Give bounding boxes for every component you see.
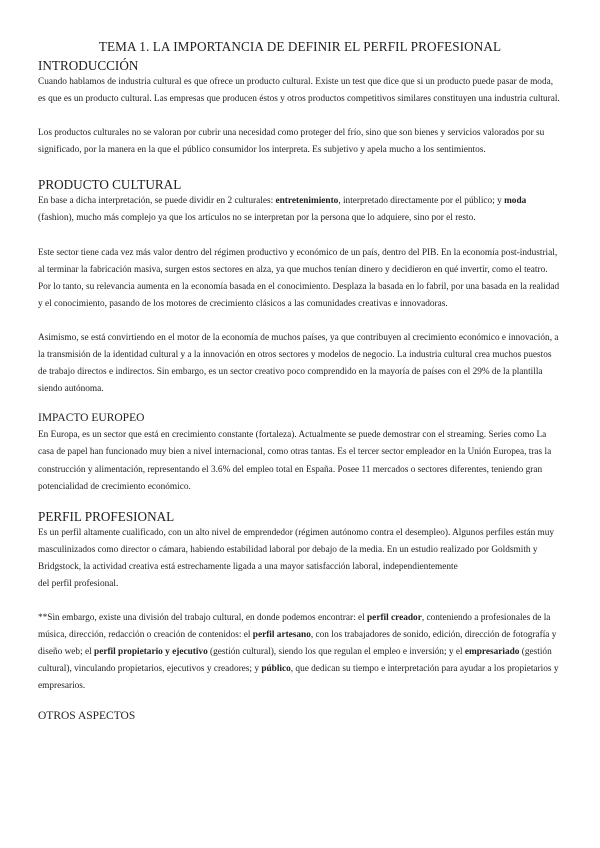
bold-term-perfil-creador: perfil creador — [367, 613, 422, 624]
text-run: En base a dicha interpretación, se puede dividir en 2 culturales: — [38, 196, 276, 207]
heading-perfil-profesional: PERFIL PROFESIONAL — [38, 508, 175, 524]
text-run: (gestión cultural), vinculando propietarios, ejecutivos y creadores; y — [38, 647, 552, 675]
heading-otros-aspectos: OTROS ASPECTOS — [38, 709, 136, 722]
heading-introduccion: INTRODUCCIÓN — [38, 58, 139, 73]
text-run: , conteniendo a profesionales de la música, dirección, redacción o creación de contenidos: el — [38, 613, 551, 641]
text-run: **Sin embargo, existe una división del trabajo cultural, en donde podemos encontrar: el — [38, 613, 368, 624]
paragraph-producto-2: Este sector tiene cada vez más valor dentro del régimen productivo y económico de un país, dentro del PIB. En la economía post-industrial, al terminar la fabricación masiva, surgen estos sectores en alza, ya que muchos tenían dinero y decidieron en qué invertir, como el teatro. Por lo tanto, su relevancia aumenta en la economía basada en el conocimiento. Desplaza la basada en lo fabril, por una basada en la realidad y el conocimiento, pasando de los motores de crecimiento clásicos a las comunidades creativas e innovadoras. — [38, 247, 560, 309]
text-run: (fashion), mucho más complejo ya que los artículos no se interpretan por la persona que lo adquiere, sino por el resto. — [38, 213, 476, 224]
document-title: TEMA 1. LA IMPORTANCIA DE DEFINIR EL PERFIL PROFESIONAL — [98, 39, 502, 54]
text-run: , interpretado directamente por el público; y — [338, 196, 505, 207]
bold-term-moda: moda — [504, 196, 527, 207]
text-run: (gestión cultural), siendo los que regulan el empleo e inversión; y el — [207, 647, 465, 658]
paragraph-perfil-1 — [38, 525, 562, 593]
bold-term-perfil-propietario: perfil propietario y ejecutivo — [94, 647, 208, 658]
bold-term-perfil-artesano: perfil artesano — [252, 630, 311, 641]
paragraph-impacto-1: En Europa, es un sector que está en crecimiento constante (fortaleza). Actualmente se puede demostrar con el streaming. Series como La casa de papel han funcionado muy bien a nivel internacional, como otras tantas. Es el tercer sector empleador en la Unión Europea, tras la construcción y alimentación, representando el 3.6% del empleo total en España. Posee 11 mercados o sectores diferentes, teniendo gran potencialidad de crecimiento económico. — [38, 430, 552, 492]
text-run: , que dedican su tiempo e interpretación para ayudar a los propietarios y empresarios. — [38, 664, 559, 692]
text-run: , con los trabajadores de sonido, edición, dirección de fotografía y diseño web; el — [38, 630, 557, 658]
bold-term-publico: público — [261, 664, 291, 675]
paragraph-producto-1 — [38, 193, 562, 227]
bold-term-entretenimiento: entretenimiento — [275, 196, 339, 207]
heading-producto-cultural: PRODUCTO CULTURAL — [38, 177, 182, 193]
paragraph-intro-1: Cuando hablamos de industria cultural es que ofrece un producto cultural. Existe un test que dice que si un producto puede pasar de moda, es que es un producto cultural. Las empresas que producen éstos y otros productos competitivos similares constituyen una industria cultural. — [38, 77, 560, 105]
paragraph-intro-2: Los productos culturales no se valoran por cubrir una necesidad como proteger del frío, sino que son bienes y servicios valorados por su significado, por la manera en la que el público consumidor los interpreta. Es subjetivo y apela mucho a los sentimientos. — [38, 128, 545, 156]
text-run: Es un perfil altamente cualificado, con un alto nivel de emprendedor (régimen autónomo contra el desempleo). Algunos perfiles están muy masculinizados como director o cámara, habiendo estabilidad laboral por debajo de la media. En un estudio realizado por Goldsmith y Bridgstock, la actividad creativa está estrechamente ligada a una mayor satisfacción laboral, independientemente — [38, 527, 555, 572]
paragraph-producto-3: Asimismo, se está convirtiendo en el motor de la economía de muchos países, ya que contribuyen al crecimiento económico e innovación, a la transmisión de la identidad cultural y a la innovación en otros sectores y modelos de negocio. La industria cultural crea muchos puestos de trabajo directos e indirectos. Sin embargo, es un sector creativo poco comprendido en la mayoría de países con el 29% de la plantilla siendo autónoma. — [38, 332, 559, 395]
paragraph-perfil-2 — [38, 610, 562, 695]
bold-term-empresariado: empresariado — [464, 647, 520, 658]
heading-impacto-europeo: IMPACTO EUROPEO — [38, 412, 145, 425]
text-run: del perfil profesional. — [38, 578, 119, 589]
